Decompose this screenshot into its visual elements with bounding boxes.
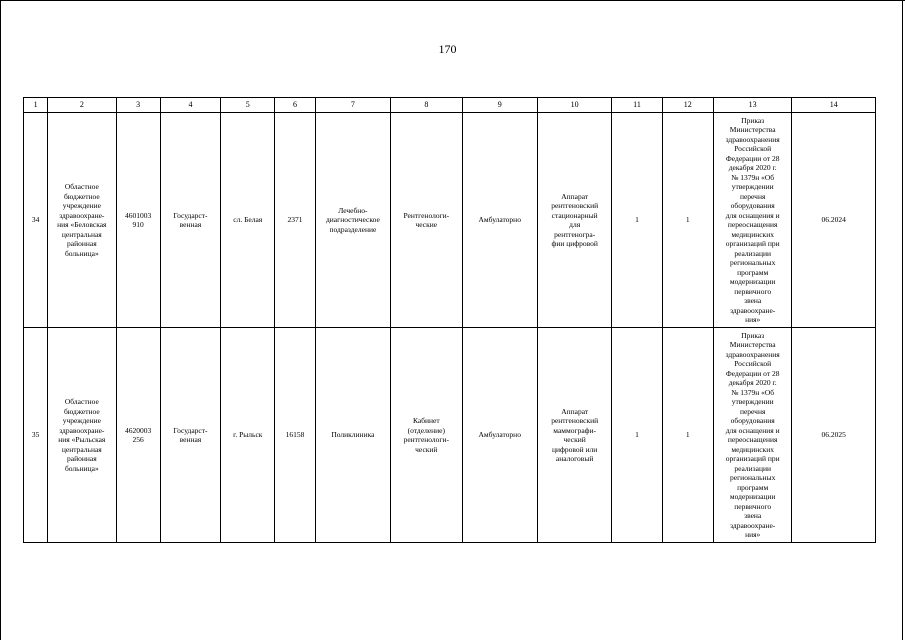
date-cell: 06.2025	[792, 328, 876, 543]
organization-cell: Областное бюджетное учреждение здравоохране- ния «Беловская центральная районная больница»	[48, 113, 116, 328]
department-cell: Кабинет (отделение) рентгенологи- ческий	[391, 328, 462, 543]
facility-cell: Лечебно- диагностическое подразделение	[315, 113, 390, 328]
quantity-need-cell: 1	[612, 113, 662, 328]
equipment-cell: Аппарат рентгеновский маммографи- ческий цифровой или аналоговый	[537, 328, 611, 543]
date-cell: 06.2024	[792, 113, 876, 328]
code-cell: 4601003 910	[116, 113, 160, 328]
column-header: 11	[612, 98, 662, 113]
quantity-need-cell: 1	[612, 328, 662, 543]
column-header: 6	[275, 98, 315, 113]
column-header: 9	[462, 98, 537, 113]
population-cell: 2371	[275, 113, 315, 328]
equipment-cell: Аппарат рентгеновский стационарный для рентгеногра- фии цифровой	[537, 113, 611, 328]
care-type-cell: Амбулаторно	[462, 113, 537, 328]
column-header: 8	[391, 98, 462, 113]
page-number: 170	[438, 42, 457, 56]
column-header: 13	[713, 98, 791, 113]
column-header: 2	[48, 98, 116, 113]
quantity-plan-cell: 1	[662, 328, 713, 543]
page-border-left	[0, 0, 1, 640]
row-number: 34	[24, 113, 48, 328]
page-border-top	[0, 0, 905, 1]
code-cell: 4620003 256	[116, 328, 160, 543]
page-border-right	[902, 0, 903, 640]
row-number: 35	[24, 328, 48, 543]
ownership-cell: Государст- венная	[160, 113, 220, 328]
column-header: 4	[160, 98, 220, 113]
basis-cell: Приказ Министерства здравоохранения Российской Федерации от 28 декабря 2020 г. № 1379н «Об утверждении перечня оборудования для оснащения и переоснащения медицинских организаций при реализации региональных программ модернизации первичного звена здравоохране- ния»	[713, 328, 791, 543]
equipment-table	[23, 97, 876, 543]
column-header: 10	[537, 98, 611, 113]
locality-cell: г. Рыльск	[221, 328, 275, 543]
basis-cell: Приказ Министерства здравоохранения Российской Федерации от 28 декабря 2020 г. № 1379н «Об утверждении перечня оборудования для оснащения и переоснащения медицинских организаций при реализации региональных программ модернизации первичного звена здравоохране- ния»	[713, 113, 791, 328]
quantity-plan-cell: 1	[662, 113, 713, 328]
column-header: 1	[24, 98, 48, 113]
ownership-cell: Государст- венная	[160, 328, 220, 543]
organization-cell: Областное бюджетное учреждение здравоохране- ния «Рыльская центральная районная больница»	[48, 328, 116, 543]
column-header: 5	[221, 98, 275, 113]
care-type-cell: Амбулаторно	[462, 328, 537, 543]
column-header: 7	[315, 98, 390, 113]
column-header: 14	[792, 98, 876, 113]
locality-cell: сл. Белая	[221, 113, 275, 328]
population-cell: 16158	[275, 328, 315, 543]
header-row	[24, 98, 876, 113]
department-cell: Рентгенологи- ческие	[391, 113, 462, 328]
facility-cell: Поликлиника	[315, 328, 390, 543]
table-row	[24, 328, 876, 543]
column-header: 3	[116, 98, 160, 113]
column-header: 12	[662, 98, 713, 113]
table-row	[24, 113, 876, 328]
